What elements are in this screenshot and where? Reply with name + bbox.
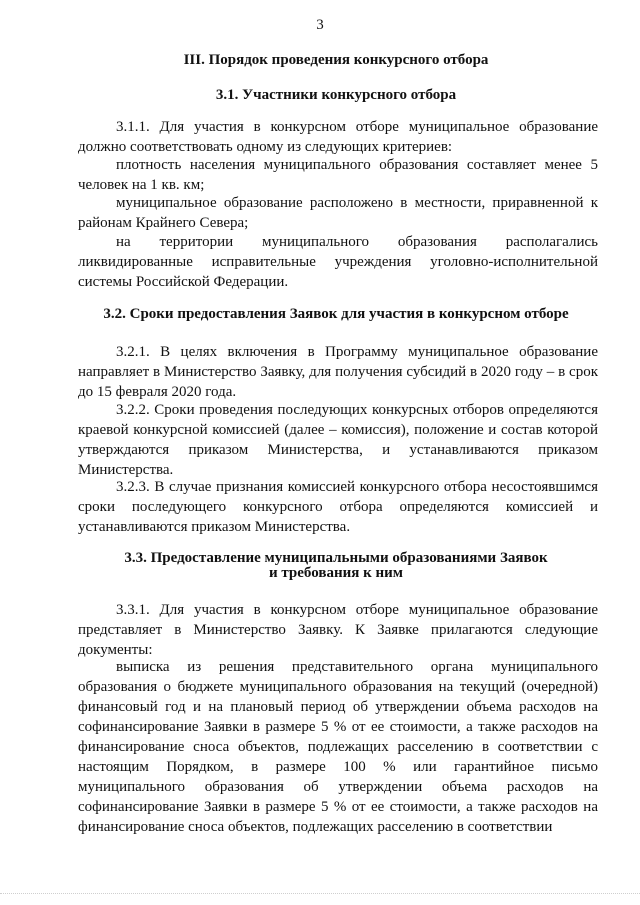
paragraph-3-2-1: 3.2.1. В целях включения в Программу муниципальное образование направляет в Министерство Заявку, для получения субсидий в 2020 году – в срок до 15 февраля 2020 года. [78,344,598,400]
subsection-title-3-3-line1: 3.3. Предоставление муниципальными образованиями Заявок [124,550,548,566]
paragraph-criterion-north: муниципальное образование расположено в местности, приравненной к районам Крайнего Севера; [78,195,598,231]
paragraph-3-1-1: 3.1.1. Для участия в конкурсном отборе муниципальное образование должно соответствовать одному из следующих критериев: [78,119,598,155]
subsection-title-3-3-line2: и требования к ним [268,565,404,581]
paragraph-3-2-2: 3.2.2. Сроки проведения последующих конкурсных отборов определяются краевой конкурсной комиссией (далее – комиссия), положение и состав которой утверждаются приказом Министерства, и устанавливаются приказом Министерства. [78,402,598,478]
paragraph-extract: выписка из решения представительного органа муниципального образования о бюджете муниципального образования на текущий (очередной) финансовый год и на плановый период об утверждении объема расходов на софинансирование Заявки в размере 5 % от ее стоимости, а также расходов на финансирование сноса объектов, подлежащих расселению в соответствии с настоящим Порядком, в размере 100 % или гарантийное письмо муниципального образования об утверждении объема расходов на софинансирование Заявки в размере 5 % от ее стоимости, а также расходов на финансирование сноса объектов, подлежащих расселению в соответствии [78,659,598,835]
section-title: III. Порядок проведения конкурсного отбора [183,52,489,68]
page-bottom-edge [0,893,640,895]
paragraph-3-2-3: 3.2.3. В случае признания комиссией конкурсного отбора несостоявшимся сроки последующего конкурсного отбора определяются комиссией и устанавливаются приказом Министерства. [78,479,598,535]
page-number: 3 [316,17,324,33]
paragraph-criterion-density: плотность населения муниципального образования составляет менее 5 человек на 1 кв. км; [78,157,598,193]
paragraph-3-3-1: 3.3.1. Для участия в конкурсном отборе муниципальное образование представляет в Министерство Заявку. К Заявке прилагаются следующие документы: [78,602,598,658]
subsection-title-3-2: 3.2. Сроки предоставления Заявок для участия в конкурсном отборе [103,306,569,322]
subsection-title-3-1: 3.1. Участники конкурсного отбора [215,87,457,103]
paragraph-criterion-institutions: на территории муниципального образования располагались ликвидированные исправительные учреждения уголовно-исполнительной системы Российской Федерации. [78,234,598,290]
